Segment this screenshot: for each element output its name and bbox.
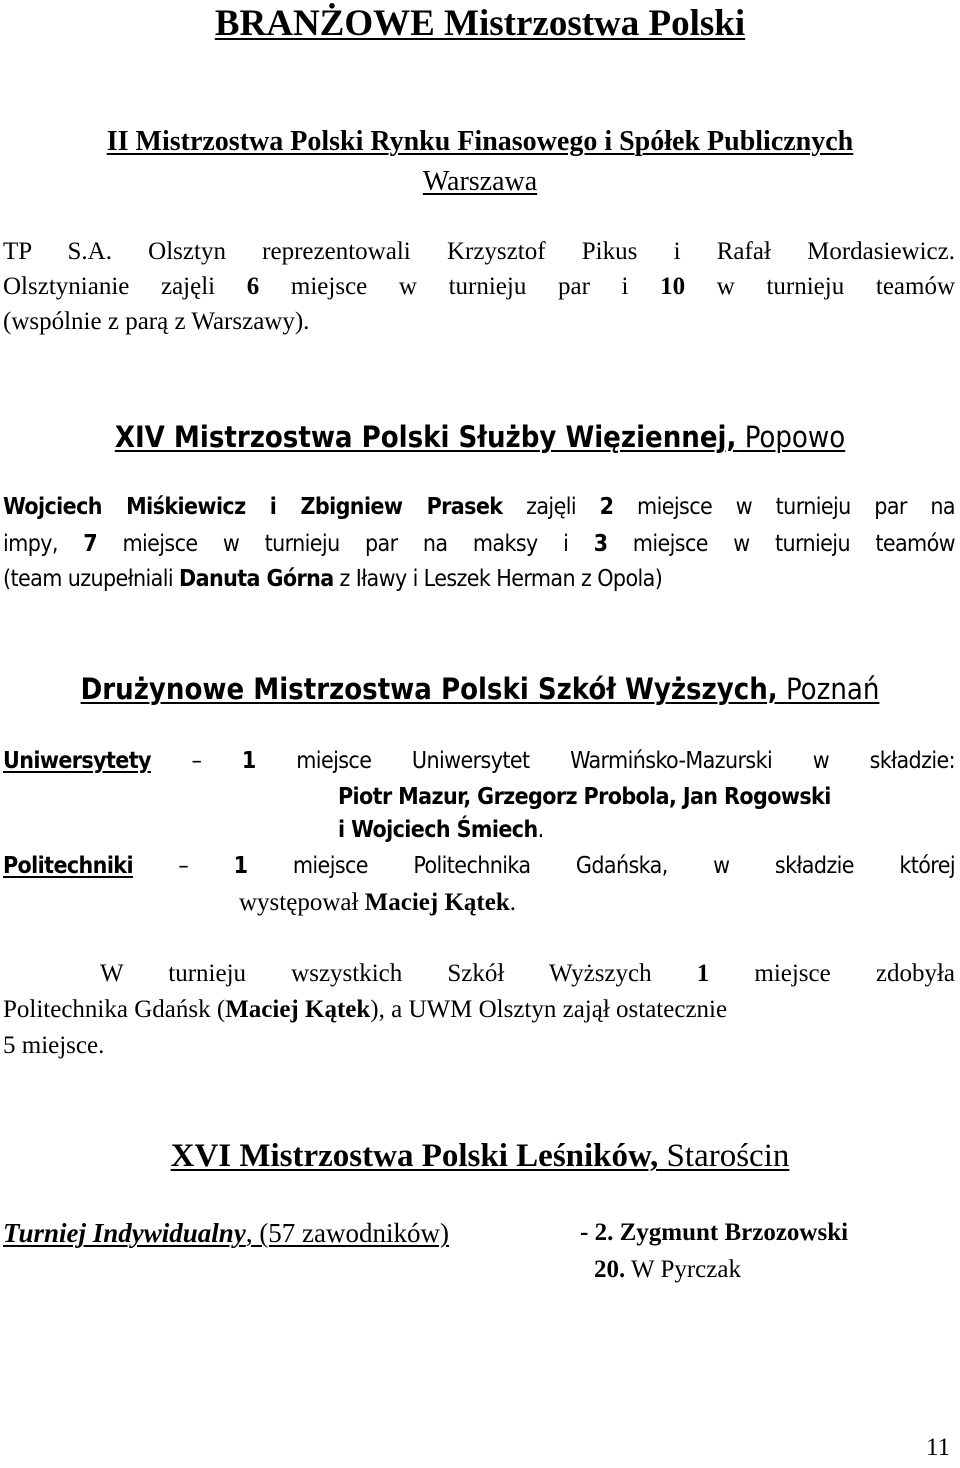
- section2-l1b-text: zajęli: [502, 494, 600, 520]
- section1-heading: [0, 126, 960, 158]
- section3-uni-names2-text: i Wojciech Śmiech: [338, 817, 538, 843]
- section1-l2d-text: 10: [660, 273, 686, 300]
- section3-uni-names1-text: Piotr Mazur, Grzegorz Probola, Jan Rogowski: [338, 784, 831, 810]
- section4-location-text: Starościn: [658, 1138, 790, 1174]
- section3-uni-dot-text: .: [537, 817, 544, 843]
- section3-uni-c-text: miejsce Uniwersytet Warmińsko-Mazurski w składzie:: [255, 748, 955, 774]
- section4-r1b-text: Zygmunt Brzozowski: [613, 1219, 849, 1246]
- section4-heading-text: XVI Mistrzostwa Polski Leśników,: [170, 1138, 659, 1174]
- section2-l2c-text: miejsce w turnieju par na maksy i: [97, 531, 594, 557]
- page-number-text: 11: [926, 1434, 951, 1461]
- universities-team-names: [338, 784, 831, 810]
- section3-poli-a-text: –: [132, 853, 234, 879]
- section3-poli-l2a-text: występował: [239, 889, 365, 916]
- section2-heading: [0, 420, 960, 454]
- section3-uni-b-text: 1: [241, 748, 256, 774]
- section3-location-text: Poznań: [777, 672, 880, 706]
- section3-heading: [0, 672, 960, 706]
- section3-all-l2c-text: ), a UWM Olsztyn zajął ostatecznie: [370, 996, 728, 1023]
- section3-poli-b-text: 1: [233, 853, 248, 879]
- universities-label: Uniwersytety: [3, 748, 151, 774]
- section2-line2: [3, 531, 955, 557]
- section3-poli-l2c-text: .: [509, 889, 517, 916]
- section2-l2a-text: impy,: [3, 531, 84, 557]
- section2-location-text: Popowo: [736, 420, 846, 454]
- section2-l3b-text: Danuta Górna: [179, 566, 334, 592]
- section1-heading-text: II Mistrzostwa Polski Rynku Finasowego i Spółek Publicznych: [106, 126, 854, 157]
- section2-l2d-text: 3: [593, 531, 608, 557]
- section1-location-text: Warszawa: [422, 166, 538, 197]
- polytechnics-line2: [239, 889, 516, 917]
- section3-all-l3-text: 5 miejsce.: [3, 1032, 105, 1059]
- title-text: BRANŻOWE Mistrzostwa Polski: [214, 3, 746, 44]
- section3-all-l1c-text: miejsce zdobyła: [709, 960, 955, 987]
- page-number: [926, 1434, 950, 1462]
- all-schools-line2: [3, 996, 727, 1024]
- section4-r2b-text: W Pyrczak: [625, 1256, 741, 1283]
- section1-l3-text: (wspólnie z parą z Warszawy).: [3, 308, 310, 335]
- section3-poli-l2b-text: Maciej Kątek: [364, 889, 510, 916]
- section2-l1a-text: Wojciech Miśkiewicz i Zbigniew Prasek: [3, 494, 503, 520]
- result-row-2: [594, 1256, 741, 1284]
- all-schools-line3: [3, 1032, 104, 1060]
- section2-line1: [3, 494, 955, 520]
- individual-tournament-label: [3, 1218, 449, 1249]
- section3-heading-text: Drużynowe Mistrzostwa Polski Szkół Wyższych,: [80, 672, 778, 706]
- section4-label-text: Turniej Indywidualny: [3, 1218, 246, 1248]
- section3-uni-a-text: –: [150, 748, 242, 774]
- section3-all-l2b-text: Maciej Kątek: [225, 996, 371, 1023]
- section2-l2e-text: miejsce w turnieju teamów: [607, 531, 955, 557]
- section1-l2a-text: Olsztynianie zajęli: [3, 273, 247, 300]
- section3-all-l1a-text: W turnieju wszystkich Szkół Wyższych: [100, 960, 697, 987]
- section2-l1d-text: miejsce w turnieju par na: [613, 494, 956, 520]
- section1-line3: [3, 308, 309, 336]
- result-row-1: [580, 1219, 848, 1247]
- section4-count-text: , (57 zawodników): [245, 1218, 450, 1248]
- section2-l1c-text: 2: [599, 494, 614, 520]
- all-schools-line1: [100, 960, 955, 988]
- section3-poli-c-text: miejsce Politechnika Gdańska, w składzie której: [247, 853, 955, 879]
- section1-line2: [3, 273, 955, 301]
- section1-l1-text: TP S.A. Olsztyn reprezentowali Krzysztof Pikus i Rafał Mordasiewicz.: [3, 238, 955, 265]
- universities-line: [3, 748, 955, 774]
- universities-team-names-2: [338, 817, 544, 843]
- section1-location: [0, 166, 960, 198]
- section4-r2a-text: 20.: [594, 1256, 626, 1283]
- section4-heading: [0, 1138, 960, 1175]
- section1-l2b-text: 6: [246, 273, 260, 300]
- section2-line3: [3, 566, 662, 592]
- section1-l2e-text: w turnieju teamów: [685, 273, 956, 300]
- section1-l2c-text: miejsce w turnieju par i: [259, 273, 661, 300]
- polytechnics-label: Politechniki: [3, 853, 133, 879]
- polytechnics-line: [3, 853, 955, 879]
- section4-r1a-text: - 2.: [580, 1219, 614, 1246]
- section2-l3c-text: z Iławy i Leszek Herman z Opola): [333, 566, 663, 592]
- section2-heading-text: XIV Mistrzostwa Polski Służby Więziennej,: [114, 420, 737, 454]
- section2-l2b-text: 7: [83, 531, 98, 557]
- section1-line1: [3, 238, 955, 266]
- page-title: [0, 2, 960, 45]
- section2-l3a-text: (team uzupełniali: [3, 566, 179, 592]
- section3-all-l1b-text: 1: [696, 960, 710, 987]
- section3-all-l2a-text: Politechnika Gdańsk (: [3, 996, 226, 1023]
